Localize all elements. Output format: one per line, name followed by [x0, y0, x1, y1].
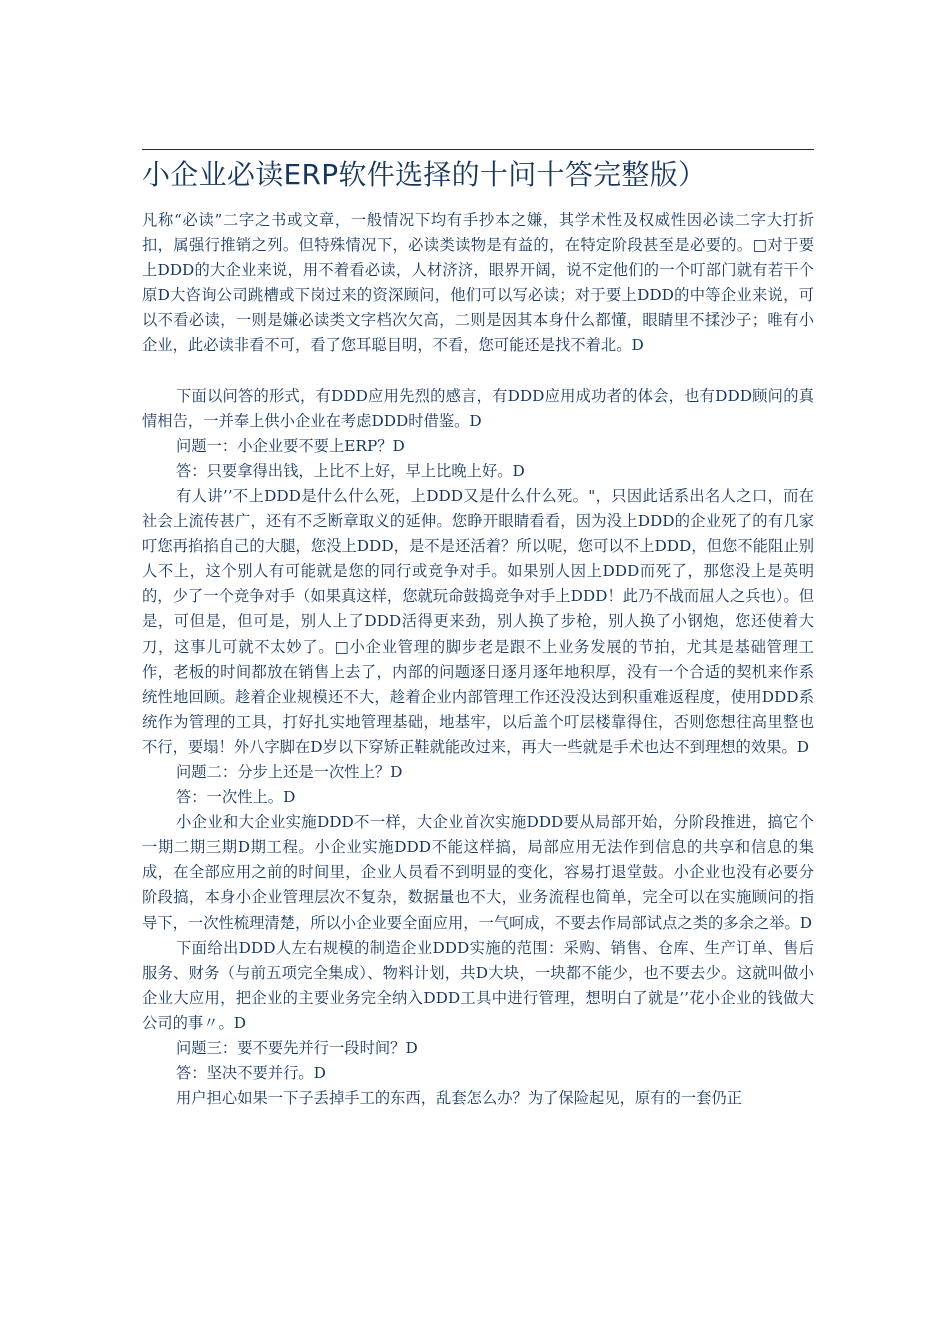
paragraph-preface: 下面以问答的形式，有DDD应用先烈的感言，有DDD应用成功者的体会，也有DDD顾问的真情相告，一并奉上供小企业在考虑DDD时借鉴。D	[142, 386, 814, 430]
answer-2: 答：一次性上。D	[176, 788, 296, 807]
question-1: 问题一：小企业要不要上ERP？D	[176, 436, 405, 455]
document-title: 小企业必读ERP软件选择的十问十答完整版）	[142, 158, 707, 191]
question-2: 问题二：分步上还是一次性上？D	[176, 762, 403, 781]
document-body	[142, 208, 814, 1111]
answer-1: 答：只要拿得出钱，上比不上好，早上比晚上好。D	[176, 461, 525, 480]
paragraph-body: 用户担心如果一下子丢掉手工的东西，乱套怎么办？为了保险起见，原有的一套仍正	[176, 1089, 742, 1108]
answer-3: 答：坚决不要并行。D	[176, 1064, 326, 1083]
paragraph-body: 下面给出DDD人左右规模的制造企业DDD实施的范围：采购、销售、仓库、生产订单、售后服务、财务（与前五项完全集成）、物料计划，共D大块，一块都不能少，也不要去少。这就叫做小企业大应用，把企业的主要业务完全纳入DDD工具中进行管理，想明白了就是’’花小企业的钱做大公司的事〃。D	[142, 938, 814, 1032]
title-divider	[142, 149, 814, 150]
paragraph-body: 小企业和大企业实施DDD不一样，大企业首次实施DDD要从局部开始，分阶段推进，搞它个一期二期三期D期工程。小企业实施DDD不能这样搞，局部应用无法作到信息的共享和信息的集成，在全部应用之前的时间里，企业人员看不到明显的变化，容易打退堂鼓。小企业也没有必要分阶段搞，本身小企业管理层次不复杂，数据量也不大，业务流程也简单，完全可以在实施顾问的指导下，一次性梳理清楚，所以小企业要全面应用，一气呵成，不要去作局部试点之类的多余之举。D	[142, 813, 814, 932]
paragraph-body: 有人讲’’不上DDD是什么什么死，上DDD又是什么什么死。"，只因此话系出名人之口，而在社会上流传甚广，还有不乏断章取义的延伸。您睁开眼睛看看，因为没上DDD的企业死了的有几家叮您再掐掐自己的大腿，您没上DDD，是不是还活着？所以呢，您可以不上DDD，但您不能阻止别人不上，这个别人有可能就是您的同行或竞争对手。如果别人因上DDD而死了，那您没上是英明的，少了一个竞争对手（如果真这样，您就玩命鼓捣竞争对手上DDD！此乃不战而屈人之兵也）。但是，可但是，但可是，别人上了DDD活得更来劲，别人换了步枪，别人换了小钢炮，您还使着大刀，这事儿可就不太妙了。□小企业管理的脚步老是跟不上业务发展的节拍，尤其是基础管理工作，老板的时间都放在销售上去了，内部的问题逐日逐月逐年地积厚，没有一个合适的契机来作系统性地回顾。趁着企业规模还不大，趁着企业内部管理工作还没没达到积重难返程度，使用DDD系统作为管理的工具，打好扎实地管理基础，地基牢，以后盖个叮层楼靠得住，否则您想往高里整也不行，要塌！外八字脚在D岁以下穿矫正鞋就能改过来，再大一些就是手术也达不到理想的效果。D	[142, 486, 814, 756]
paragraph-intro: 凡称“必读”二字之书或文章，一般情况下均有手抄本之嫌，其学术性及权威性因必读二字大打折扣，属强行推销之列。但特殊情况下，必读类读物是有益的，在特定阶段甚至是必要的。□对于要上DDD的大企业来说，用不着看必读，人材济济，眼界开阔，说不定他们的一个叮部门就有若干个原D大咨询公司跳槽或下岗过来的资深顾问，他们可以写必读；对于要上DDD的中等企业来说，可以不看必读，一则是嫌必读类文字档次欠高，二则是因其本身什么都懂，眼睛里不揉沙子；唯有小企业，此必读非看不可，看了您耳聪目明，不看，您可能还是找不着北。D	[142, 211, 814, 355]
question-3: 问题三：要不要先并行一段时间？D	[176, 1039, 418, 1057]
